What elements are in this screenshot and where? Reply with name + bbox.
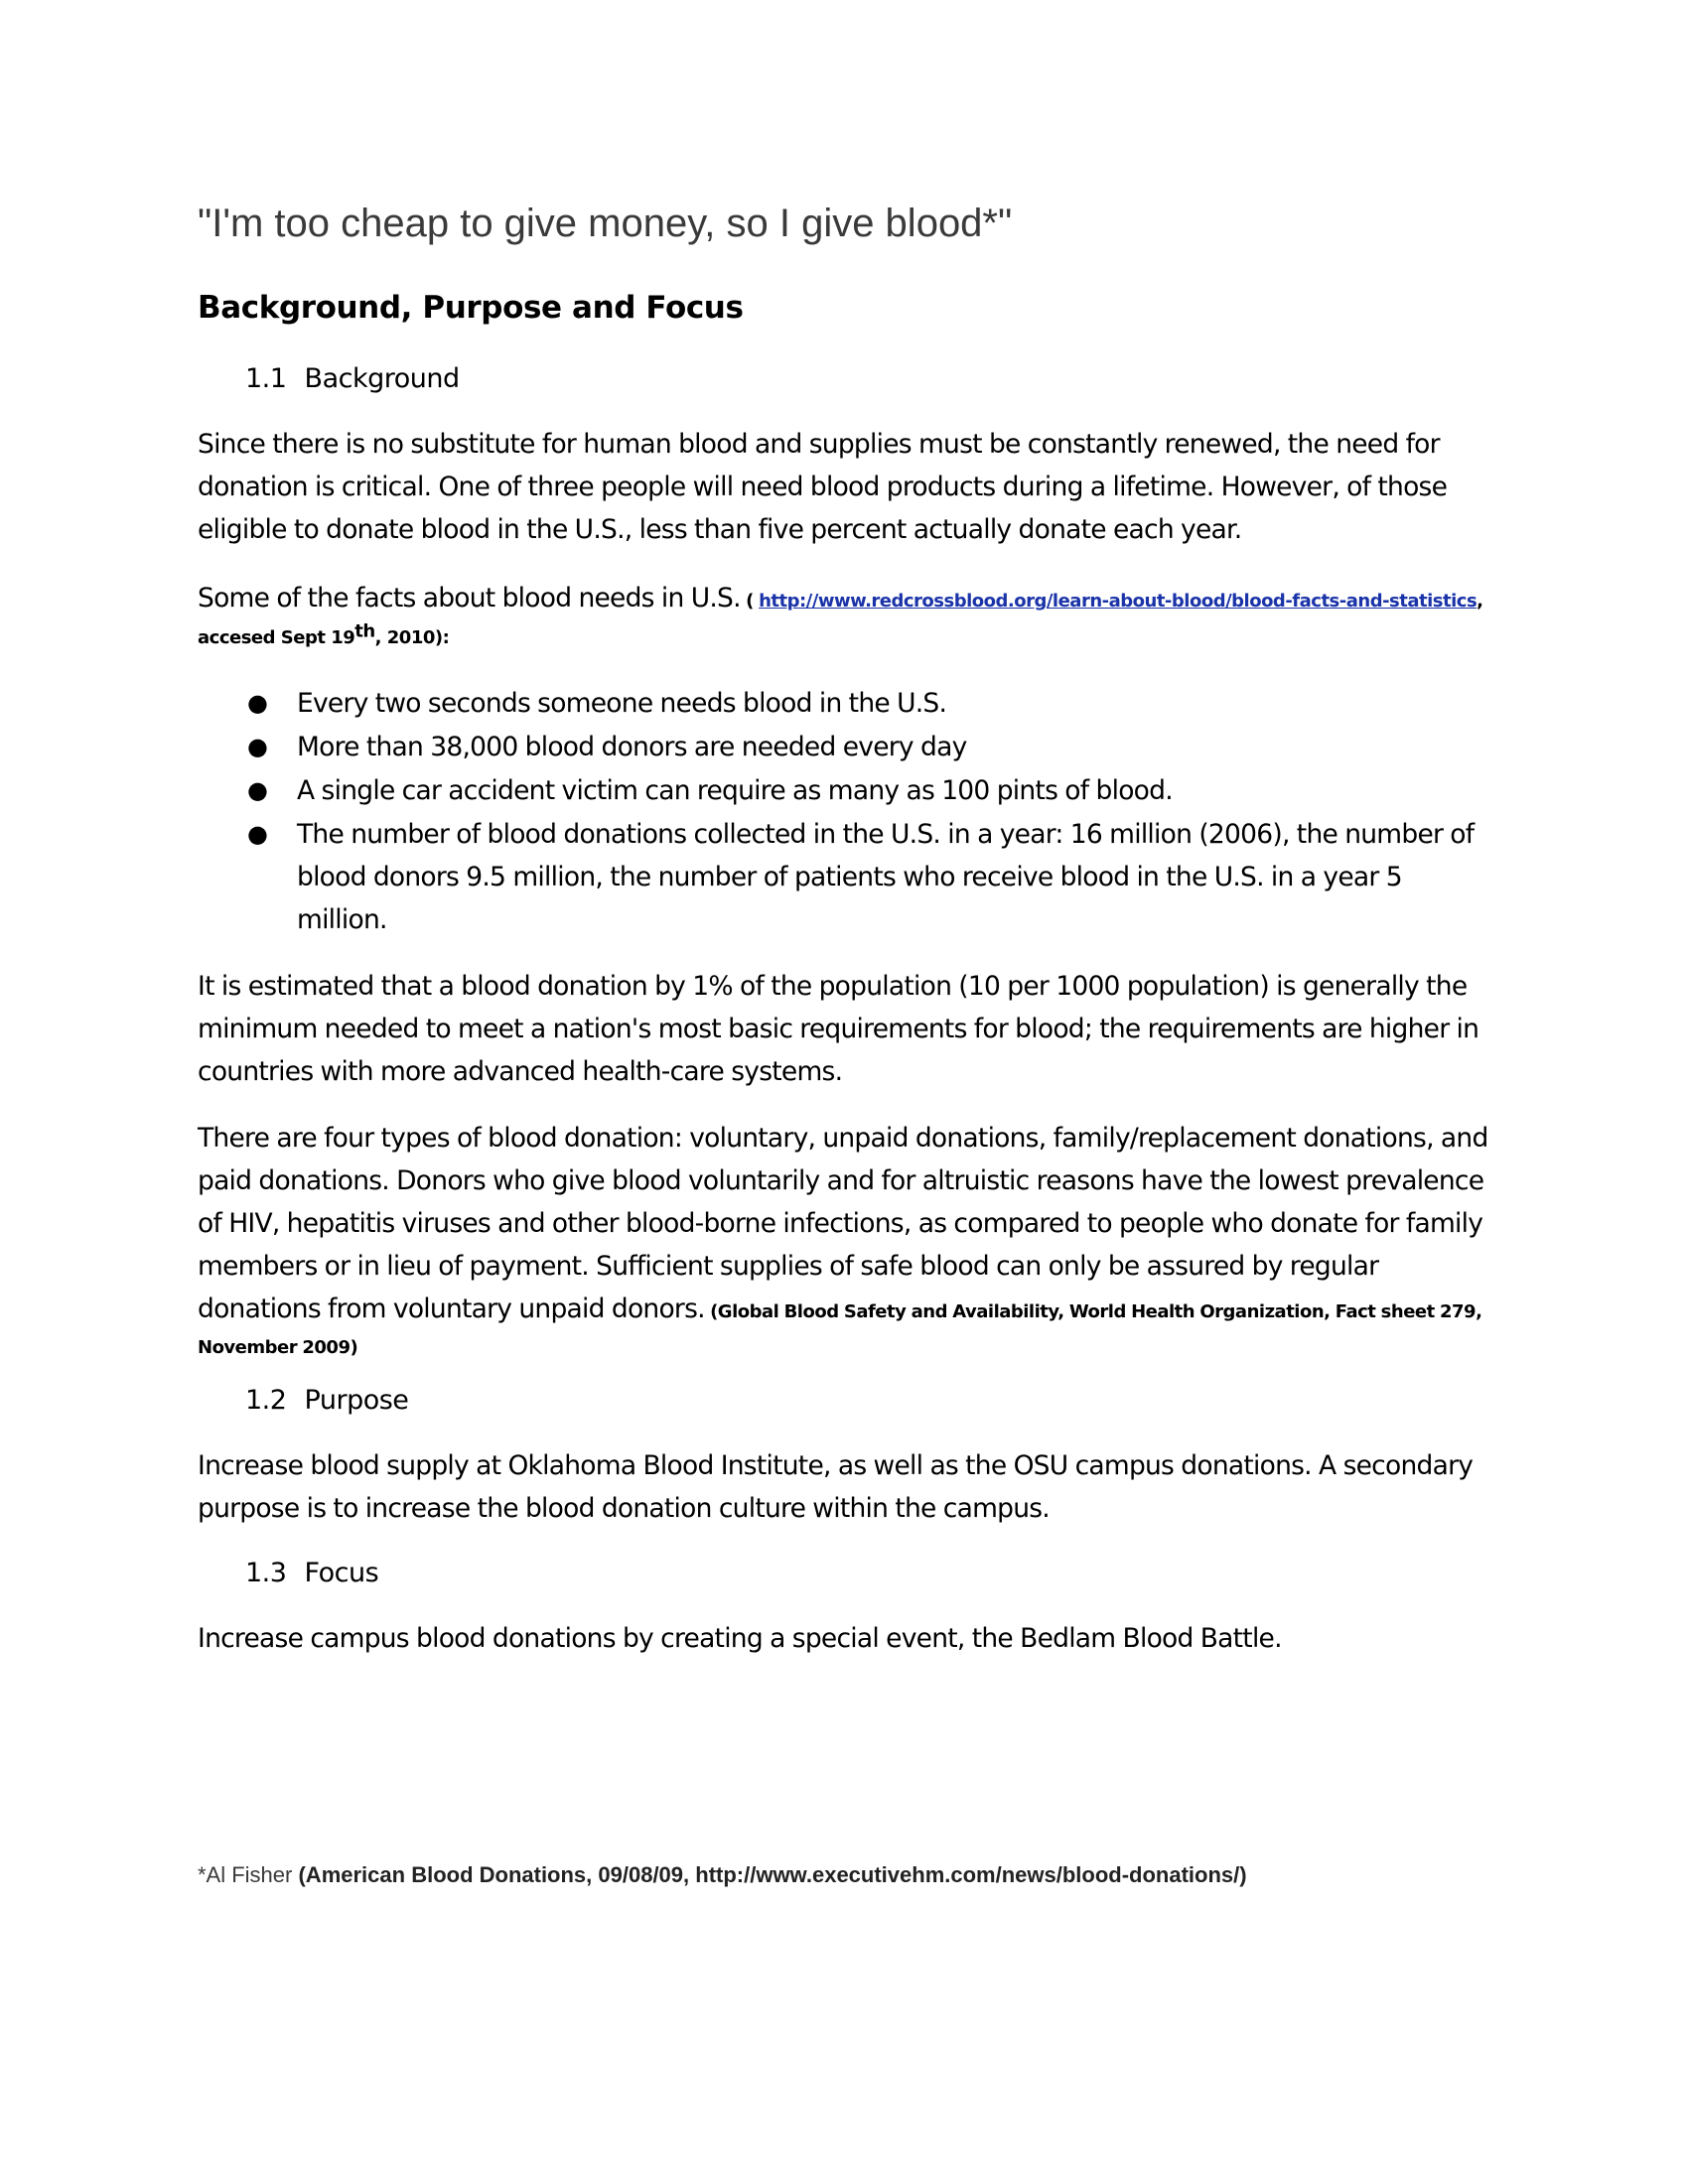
facts-bullet-list bbox=[198, 682, 1498, 941]
list-item bbox=[198, 682, 1498, 725]
purpose-paragraph bbox=[198, 1444, 1498, 1530]
paragraph-line: countries with more advanced health-care systems. bbox=[198, 1056, 843, 1087]
list-item bbox=[198, 769, 1498, 812]
paragraph-line: donations from voluntary unpaid donors. bbox=[198, 1294, 705, 1324]
facts-open-paren: ( bbox=[740, 591, 760, 612]
footnote bbox=[198, 1862, 1247, 1888]
bullet-line: blood donors 9.5 million, the number of patients who receive blood in the U.S. in a year 5 bbox=[297, 862, 1402, 892]
background-paragraph-1 bbox=[198, 423, 1498, 551]
facts-source-link[interactable]: http://www.redcrossblood.org/learn-about-blood/blood-facts-and-statistics bbox=[759, 591, 1477, 612]
who-citation-line-2: November 2009) bbox=[198, 1337, 358, 1358]
bullet-icon: ● bbox=[247, 689, 268, 717]
subsection-heading-purpose bbox=[245, 1381, 1498, 1421]
paragraph-line: Since there is no substitute for human blood and supplies must be constantly renewed, the need for bbox=[198, 429, 1440, 460]
bullet-line: Every two seconds someone needs blood in the U.S. bbox=[297, 688, 947, 719]
subsection-label: Background bbox=[304, 363, 460, 394]
bullet-line: The number of blood donations collected in the U.S. in a year: 16 million (2006), the number of bbox=[297, 819, 1475, 850]
bullet-line: A single car accident victim can require as many as 100 pints of blood. bbox=[297, 775, 1173, 806]
facts-intro-text: Some of the facts about blood needs in U.S. bbox=[198, 583, 741, 614]
paragraph-line: Increase campus blood donations by creating a special event, the Bedlam Blood Battle. bbox=[198, 1623, 1282, 1654]
paragraph-line: It is estimated that a blood donation by 1% of the population (10 per 1000 population) is generally the bbox=[198, 971, 1468, 1002]
subsection-number: 1.1 bbox=[245, 363, 287, 394]
paragraph-line: donation is critical. One of three people will need blood products during a lifetime. However, of those bbox=[198, 472, 1448, 502]
facts-link-comma: , bbox=[1477, 591, 1483, 612]
paragraph-line: purpose is to increase the blood donation culture within the campus. bbox=[198, 1493, 1050, 1524]
paragraph-line: eligible to donate blood in the U.S., less than five percent actually donate each year. bbox=[198, 514, 1242, 545]
subsection-heading-background bbox=[245, 359, 1498, 399]
bullet-icon: ● bbox=[247, 733, 268, 760]
bullet-icon: ● bbox=[247, 820, 268, 848]
document-body bbox=[198, 199, 1498, 1660]
section-heading: Background, Purpose and Focus bbox=[198, 290, 744, 326]
subsection-label: Focus bbox=[304, 1558, 379, 1588]
facts-accessed-line bbox=[198, 620, 1498, 654]
subsection-number: 1.3 bbox=[245, 1558, 287, 1588]
bullet-line: million. bbox=[297, 904, 387, 935]
paragraph-line: There are four types of blood donation: voluntary, unpaid donations, family/replacement donations, and bbox=[198, 1123, 1488, 1154]
paragraph-line: of HIV, hepatitis viruses and other blood-borne infections, as compared to people who donate for family bbox=[198, 1208, 1483, 1239]
who-citation: (Global Blood Safety and Availability, World Health Organization, Fact sheet 279, bbox=[704, 1301, 1482, 1322]
focus-paragraph bbox=[198, 1617, 1498, 1660]
facts-intro-line bbox=[198, 581, 1498, 619]
paragraph-line: Increase blood supply at Oklahoma Blood Institute, as well as the OSU campus donations. A secondary bbox=[198, 1450, 1474, 1481]
bullet-line: More than 38,000 blood donors are needed every day bbox=[297, 732, 967, 762]
paragraph-line-with-citation bbox=[198, 1288, 1498, 1333]
subsection-heading-focus bbox=[245, 1554, 1498, 1593]
document-title: "I'm too cheap to give money, so I give blood*" bbox=[198, 202, 1013, 245]
facts-intro bbox=[198, 581, 1498, 619]
facts-accessed-post: , 2010): bbox=[374, 627, 450, 648]
facts-accessed-sup: th bbox=[354, 620, 375, 642]
background-paragraph-2 bbox=[198, 965, 1498, 1093]
footnote-author: *Al Fisher bbox=[198, 1862, 299, 1887]
paragraph-line: minimum needed to meet a nation's most basic requirements for blood; the requirements are higher in bbox=[198, 1014, 1479, 1044]
facts-accessed-pre: accesed Sept 19 bbox=[198, 627, 355, 648]
paragraph-line: members or in lieu of payment. Sufficient supplies of safe blood can only be assured by regular bbox=[198, 1251, 1379, 1282]
subsection-number: 1.2 bbox=[245, 1385, 287, 1416]
list-item bbox=[198, 726, 1498, 768]
footnote-source: (American Blood Donations, 09/08/09, http://www.executivehm.com/news/blood-donations/) bbox=[298, 1862, 1247, 1887]
subsection-label: Purpose bbox=[304, 1385, 409, 1416]
list-item bbox=[198, 813, 1498, 941]
background-paragraph-3 bbox=[198, 1117, 1498, 1363]
bullet-icon: ● bbox=[247, 776, 268, 804]
paragraph-line: paid donations. Donors who give blood voluntarily and for altruistic reasons have the lowest prevalence bbox=[198, 1165, 1484, 1196]
